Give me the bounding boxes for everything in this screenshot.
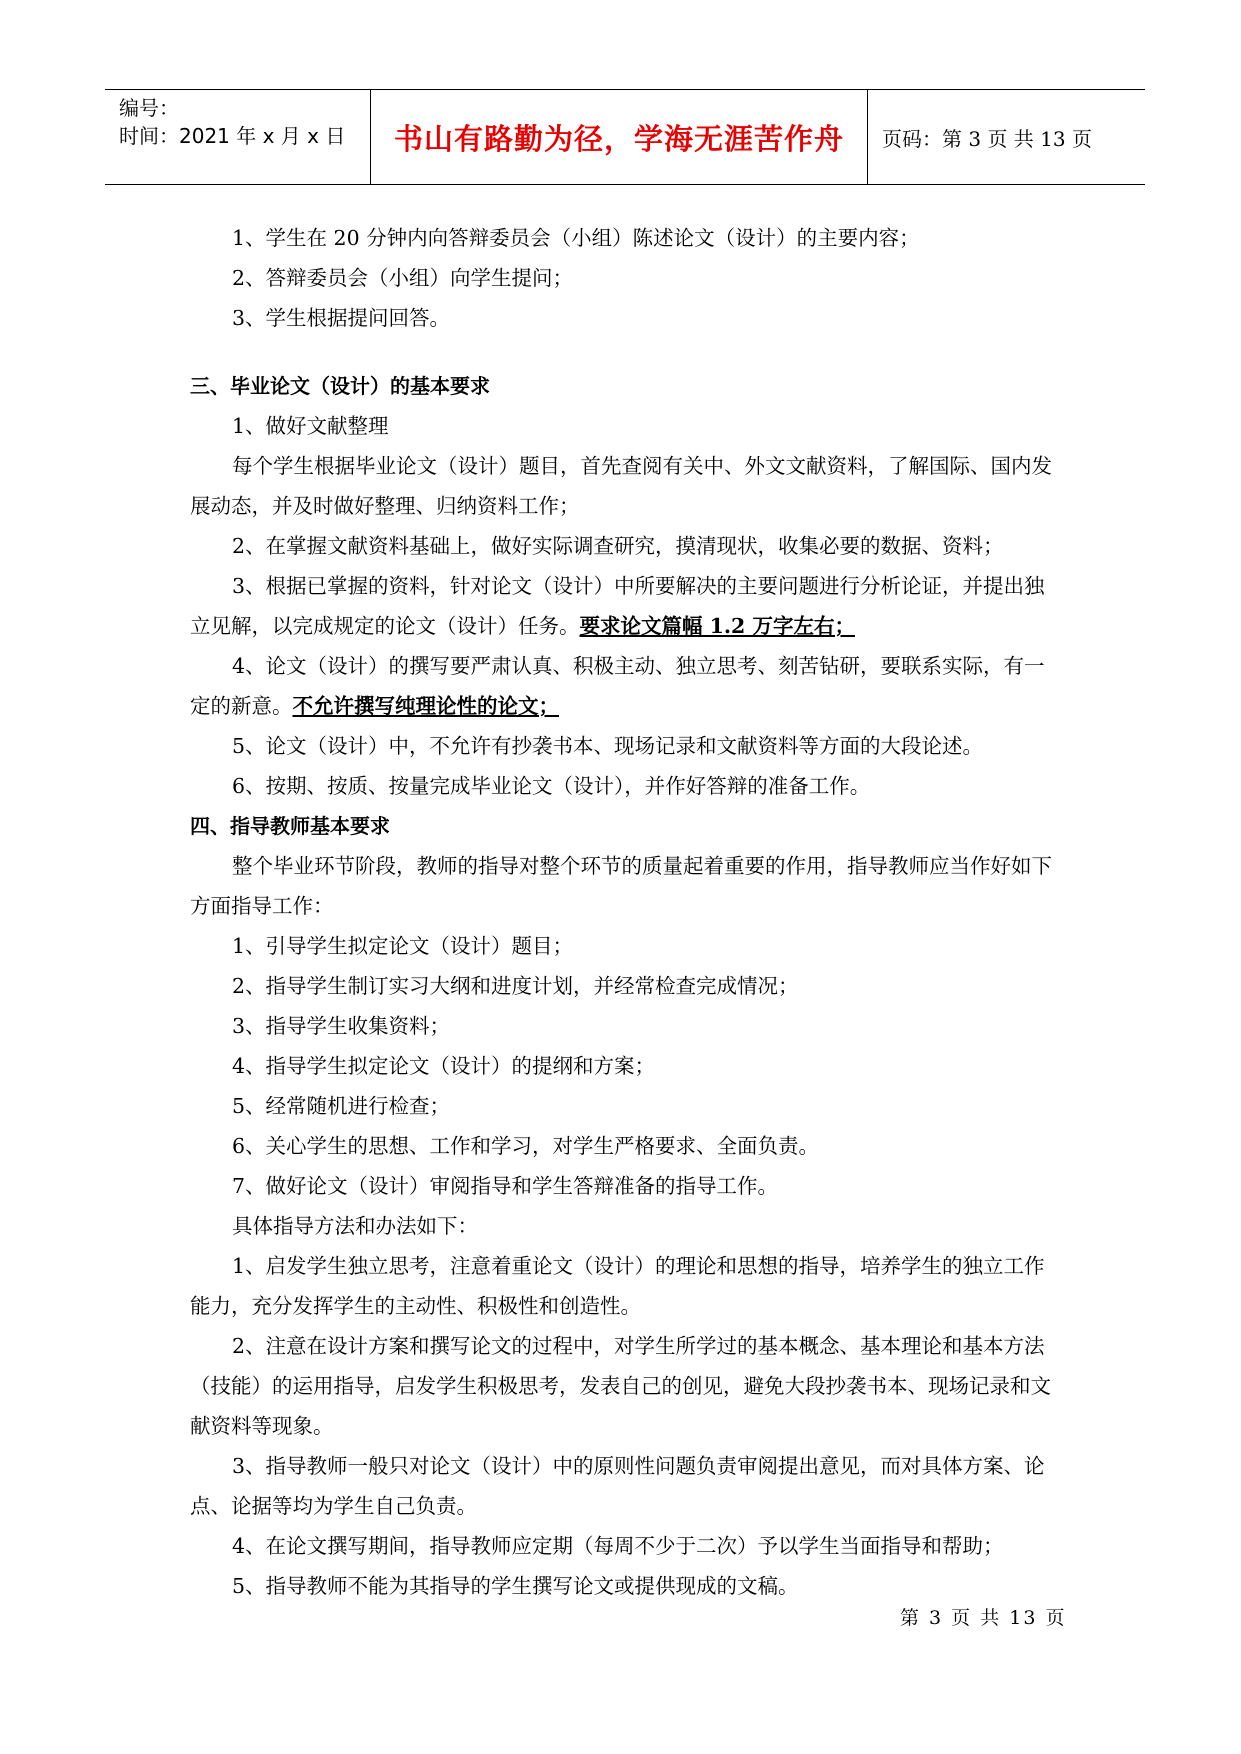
document-number-label: 编号： (119, 96, 179, 120)
paragraph: 2、指导学生制订实习大纲和进度计划，并经常检查完成情况； (232, 974, 799, 998)
paragraph (190, 646, 1065, 726)
header-page-label: 页码：第 3 页 共 13 页 (882, 126, 1092, 151)
paragraph: 6、关心学生的思想、工作和学习，对学生严格要求、全面负责。 (232, 1134, 820, 1158)
paragraph: 3、指导学生收集资料； (232, 1014, 451, 1038)
paragraph-text: 4、论文（设计）的撰写要严肃认真、积极主动、独立思考、刻苦钻研，要联系实际，有一定的新意。 (190, 654, 1045, 718)
paragraph: 1、引导学生拟定论文（设计）题目； (232, 934, 574, 958)
page-footer: 第 3 页 共 13 页 (900, 1607, 1067, 1629)
paragraph: 3、指导教师一般只对论文（设计）中的原则性问题负责审阅提出意见，而对具体方案、论点、论据等均为学生自己负责。 (190, 1454, 1045, 1518)
underlined-requirement: 不允许撰写纯理论性的论文； (292, 694, 559, 718)
paragraph: 4、在论文撰写期间，指导教师应定期（每周不少于二次）予以学生当面指导和帮助； (232, 1534, 1004, 1558)
paragraph: 5、论文（设计）中，不允许有抄袭书本、现场记录和文献资料等方面的大段论述。 (232, 734, 984, 758)
section-heading-3: 三、毕业论文（设计）的基本要求 (190, 374, 490, 398)
paragraph: 5、经常随机进行检查； (232, 1094, 451, 1118)
header-motto: 书山有路勤为径，学海无涯苦作舟 (393, 121, 844, 156)
underlined-requirement: 要求论文篇幅 1.2 万字左右； (579, 614, 855, 638)
paragraph-text: 3、根据已掌握的资料，针对论文（设计）中所要解决的主要问题进行分析论证，并提出独立见解，以完成规定的论文（设计）任务。 (190, 574, 1045, 638)
paragraph: 每个学生根据毕业论文（设计）题目，首先查阅有关中、外文文献资料，了解国际、国内发展动态，并及时做好整理、归纳资料工作； (190, 454, 1052, 518)
paragraph: 整个毕业环节阶段，教师的指导对整个环节的质量起着重要的作用，指导教师应当作好如下方面指导工作： (190, 854, 1052, 918)
paragraph: 2、在掌握文献资料基础上，做好实际调查研究，摸清现状，收集必要的数据、资料； (232, 534, 1004, 558)
paragraph: 3、学生根据提问回答。 (232, 306, 451, 330)
document-body (190, 218, 1065, 1606)
paragraph: 4、指导学生拟定论文（设计）的提纲和方案； (232, 1054, 656, 1078)
header-left-cell (105, 90, 370, 184)
header-motto-cell (370, 90, 868, 184)
paragraph: 7、做好论文（设计）审阅指导和学生答辩准备的指导工作。 (232, 1174, 779, 1198)
paragraph: 6、按期、按质、按量完成毕业论文（设计），并作好答辩的准备工作。 (232, 774, 871, 798)
header-page-cell (868, 90, 1145, 184)
page-header (105, 89, 1145, 185)
paragraph: 1、做好文献整理 (232, 414, 389, 438)
paragraph: 2、注意在设计方案和撰写论文的过程中，对学生所学过的基本概念、基本理论和基本方法（技能）的运用指导，启发学生积极思考，发表自己的创见，避免大段抄袭书本、现场记录和文献资料等现象。 (190, 1334, 1051, 1438)
paragraph (190, 566, 1065, 646)
section-heading-4: 四、指导教师基本要求 (190, 814, 390, 838)
paragraph: 2、答辩委员会（小组）向学生提问； (232, 266, 574, 290)
document-time-label: 时间：2021 年 x 月 x 日 (119, 124, 346, 148)
paragraph: 1、启发学生独立思考，注意着重论文（设计）的理论和思想的指导，培养学生的独立工作能力，充分发挥学生的主动性、积极性和创造性。 (190, 1254, 1045, 1318)
paragraph: 具体指导方法和办法如下： (232, 1214, 478, 1238)
paragraph: 5、指导教师不能为其指导的学生撰写论文或提供现成的文稿。 (232, 1574, 799, 1598)
paragraph: 1、学生在 20 分钟内向答辩委员会（小组）陈述论文（设计）的主要内容； (232, 226, 920, 250)
